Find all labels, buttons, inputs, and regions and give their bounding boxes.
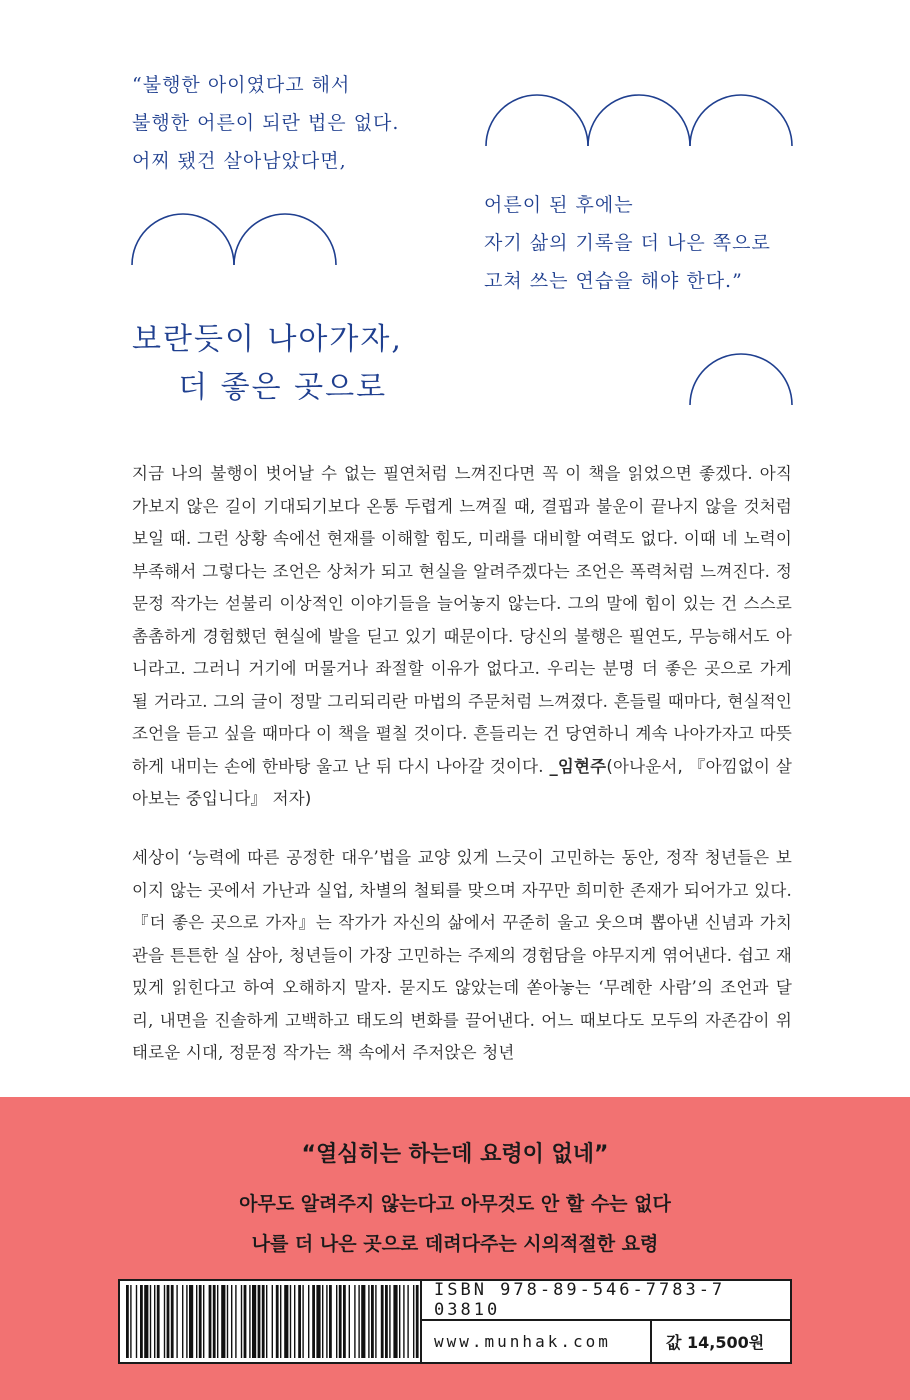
barcode-bar [399, 1285, 400, 1358]
barcode-bar [276, 1285, 279, 1358]
barcode-box [118, 1279, 792, 1364]
barcode-bar [136, 1285, 137, 1358]
barcode-bar [164, 1285, 165, 1358]
barcode-bar [150, 1285, 151, 1358]
headline [132, 316, 403, 412]
barcode-bar [272, 1285, 273, 1358]
barcode-bar [171, 1285, 174, 1358]
quote-left: “불행한 아이였다고 해서 불행한 어른이 되란 법은 없다. 어찌 됐건 살아남았다면, [132, 74, 400, 172]
barcode-bar [244, 1285, 247, 1358]
barcode-bar [371, 1285, 374, 1358]
barcode-bar [329, 1285, 332, 1358]
barcode-bar [349, 1285, 350, 1358]
barcode-bar [126, 1285, 129, 1358]
barcode-bar [241, 1285, 242, 1358]
arc-top-right-2 [588, 95, 690, 146]
barcode-bar [368, 1285, 369, 1358]
barcode-bar [280, 1285, 281, 1358]
barcode-bar [157, 1285, 160, 1358]
barcode-bar [403, 1285, 404, 1358]
barcode-bar [235, 1285, 236, 1358]
review-1-author-note: (아나운서, 『아낌없이 살아보는 중입니다』 저자) [132, 756, 792, 808]
barcode-bar [407, 1285, 408, 1358]
barcode-bar [154, 1285, 155, 1358]
band-line-2: 아무도 알려주지 않는다고 아무것도 안 할 수는 없다 [239, 1193, 671, 1215]
barcode-bar [176, 1285, 177, 1358]
review-2: 세상이 ‘능력에 따른 공정한 대우’법을 교양 있게 느긋이 고민하는 동안, 정작 청년들은 보이지 않는 곳에서 가난과 실업, 차별의 철퇴를 맞으며 자꾸만 희미한 존재가 되어가고 있다. 『더 좋은 곳으로 가자』는 작가가 자신의 삶에서 꾸준히 울고 웃으며 뽑아낸 신념과 가치관을 튼튼한 실 삼아, 청년들이 가장 고민하는 주제의 경험담을 야무지게 엮어낸다. 쉽고 재밌게 읽힌다고 하여 오해하지 말자. 묻지도 않았는데 쏟아놓는 ‘무례한 사람’의 조언과 달리, 내면을 진솔하게 고백하고 태도의 변화를 끌어낸다. 어느 때보다도 모두의 자존감이 위태로운 시대, 정문정 작가는 책 속에서 주저앉은 청년 [132, 848, 792, 1062]
barcode-bar [393, 1285, 397, 1358]
barcode-bar [249, 1285, 250, 1358]
barcode-bar [326, 1285, 327, 1358]
barcode-bar [302, 1285, 303, 1358]
barcode-bar [231, 1285, 232, 1358]
isbn-text: ISBN 978-89-546-7783-7 03810 [420, 1281, 792, 1321]
barcode-bar [140, 1285, 143, 1358]
barcode-bar [416, 1285, 419, 1358]
barcode-bar [284, 1285, 288, 1358]
barcode-bar [182, 1285, 183, 1358]
barcode-bar [189, 1285, 193, 1358]
barcode-bar [339, 1285, 342, 1358]
barcode-bar [203, 1285, 204, 1358]
arc-headline [690, 354, 792, 405]
barcode-bar [336, 1285, 337, 1358]
barcode-bar [167, 1285, 170, 1358]
barcode-bar [358, 1285, 359, 1358]
barcode-bar [221, 1285, 225, 1358]
barcode-bar [252, 1285, 256, 1358]
barcode-bar [312, 1285, 315, 1358]
barcode-bar [186, 1285, 187, 1358]
band-line-3: 나를 더 나은 곳으로 데려다주는 시의적절한 요령 [251, 1233, 659, 1255]
headline-line1: 보란듯이 나아가자, [132, 322, 403, 357]
barcode-bar [227, 1285, 228, 1358]
barcode-bar [213, 1285, 216, 1358]
arc-left-1 [132, 214, 234, 265]
barcode-bar [343, 1285, 346, 1358]
barcode-bar [298, 1285, 301, 1358]
quote-right: 어른이 된 후에는 자기 삶의 기록을 더 나은 쪽으로 고쳐 쓰는 연습을 해야 한다.” [484, 194, 771, 292]
barcode-bar [266, 1285, 267, 1358]
band-tagline: “열심히는 하는데 요령이 없네” [301, 1142, 609, 1167]
price-label: 값 14,500원 [650, 1321, 792, 1362]
arc-top-right-1 [486, 95, 588, 146]
barcode-bar [354, 1285, 355, 1358]
publisher-website: www.munhak.com [420, 1321, 650, 1362]
barcode-bar [389, 1285, 390, 1358]
barcode-bar [322, 1285, 323, 1358]
barcode-bar [308, 1285, 309, 1358]
barcode-bar [199, 1285, 202, 1358]
barcode-bar [294, 1285, 295, 1358]
arc-top-right-3 [690, 95, 792, 146]
barcode-bar [290, 1285, 291, 1358]
arc-left-2 [234, 214, 336, 265]
barcode-bar [385, 1285, 388, 1358]
promo-band [0, 1097, 910, 1400]
barcode-bar [144, 1285, 148, 1358]
barcode-bar [381, 1285, 384, 1358]
barcode-bar [209, 1285, 212, 1358]
barcode-bar [413, 1285, 414, 1358]
barcode-bar [375, 1285, 376, 1358]
barcode-image [124, 1285, 420, 1358]
headline-line2: 더 좋은 곳으로 [132, 370, 388, 405]
barcode-bar [361, 1285, 365, 1358]
barcode-bar [258, 1285, 261, 1358]
review-1 [132, 458, 792, 816]
review-1-author: _임현주 [549, 756, 607, 776]
barcode-bar [217, 1285, 218, 1358]
barcode-bar [196, 1285, 197, 1358]
review-1-text: 지금 나의 불행이 벗어날 수 없는 필연처럼 느껴진다면 꼭 이 책을 읽었으면 좋겠다. 아직 가보지 않은 길이 기대되기보다 온통 두렵게 느껴질 때, 결핍과 불운이 끝나지 않을 것처럼 보일 때. 그런 상황 속에선 현재를 이해할 힘도, 미래를 대비할 여력도 없다. 이때 네 노력이 부족해서 그렇다는 조언은 상처가 되고 현실을 알려주겠다는 조언은 폭력처럼 느껴진다. 정문정 작가는 섣불리 이상적인 이야기들을 늘어놓지 않는다. 그의 말에 힘이 있는 건 스스로 촘촘하게 경험했던 현실에 발을 딛고 있기 때문이다. 당신의 불행은 필연도, 무능해서도 아니라고. 그러니 거기에 머물거나 좌절할 이유가 없다고. 우리는 분명 더 좋은 곳으로 가게 될 거라고. 그의 글이 정말 그리되리란 마법의 주문처럼 느껴졌다. 흔들릴 때마다, 현실적인 조언을 듣고 싶을 때마다 이 책을 펼칠 것이다. 흔들리는 건 당연하니 계속 나아가자고 따뜻하게 내미는 손에 한바탕 울고 난 뒤 다시 나아갈 것이다. [132, 464, 792, 776]
barcode-bar [316, 1285, 320, 1358]
barcode-bar [130, 1285, 131, 1358]
barcode-bar [262, 1285, 265, 1358]
